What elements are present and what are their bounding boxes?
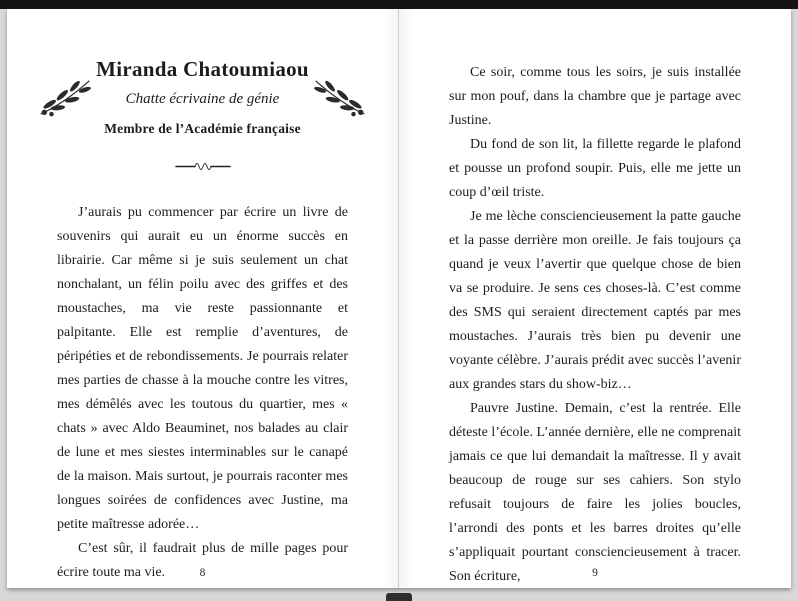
paragraph: C’est sûr, il faudrait plus de mille pages pour écrire toute ma vie. [57,541,348,580]
paragraph: Ce soir, comme tous les soirs, je suis installée sur mon pouf, dans la chambre que je partage avec Justine. [449,65,741,128]
page-number-right: 9 [592,567,598,579]
chapter-header [57,57,348,137]
right-page [399,9,791,588]
bottom-notch [386,593,412,601]
paragraph: J’aurais pu commencer par écrire un livre de souvenirs qui aurait eu un énorme succès en librairie. Car même si je suis seulement un chat nonchalant, un félin poilu avec des griffes et des moustaches, ma vie reste passionnante et palpitante. Elle est remplie d’aventures, de péripéties et de rebondissements. Je pourrais relater mes parties de chasse à la mouche contre les vitres, mes démêlés avec les toutous du quartier, mes « chats » avec Aldo Beauminet, nos balades au clair de lune et mes siestes interminables sur le canapé de la maison. Mais surtout, je pourrais raconter mes longues soirées de confidences avec Justine, ma petite maîtresse adorée… [57,205,348,532]
left-page [7,9,399,588]
chapter-affiliation: Membre de l’Académie française [104,121,301,136]
chapter-subtitle: Chatte écrivaine de génie [125,91,280,107]
paragraph: Pauvre Justine. Demain, c’est la rentrée. Elle déteste l’école. L’année dernière, elle ne comprenait jamais ce que lui demandait la maîtresse. Il y avait beaucoup de rouge sur ses cahiers. Son stylo refusait toujours de faire les jolies boucles, l’arrondi des ponts et les barres droites qu’elle s’appliquait pourtant consciencieusement à tracer. Son écriture, [449,401,741,584]
chapter-title: Miranda Chatoumiaou [96,57,309,81]
left-page-body [57,201,348,585]
squiggle-divider-icon [57,159,348,173]
page-number-left: 8 [199,567,206,579]
chapter-header-text [96,57,309,137]
olive-branch-right-icon [313,74,367,120]
paragraph: Du fond de son lit, la fillette regarde le plafond et pousse un profond soupir. Puis, elle me jette un coup d’œil triste. [449,137,741,200]
right-page-body [449,61,741,588]
top-black-bar [0,0,798,9]
open-book-spread [7,9,791,588]
paragraph: Je me lèche consciencieusement la patte gauche et la passe derrière mon oreille. Je fais toujours ça quand je veux l’avertir que quelque chose de bien va se produire. Je sens ces choses-là. C’est comme des SMS qui seraient directement captés par mes moustaches. J’aurais très bien pu devenir une voyante célèbre. J’aurais prédit avec succès l’avenir aux grandes stars du show-biz… [449,209,741,392]
olive-branch-left-icon [38,74,92,120]
